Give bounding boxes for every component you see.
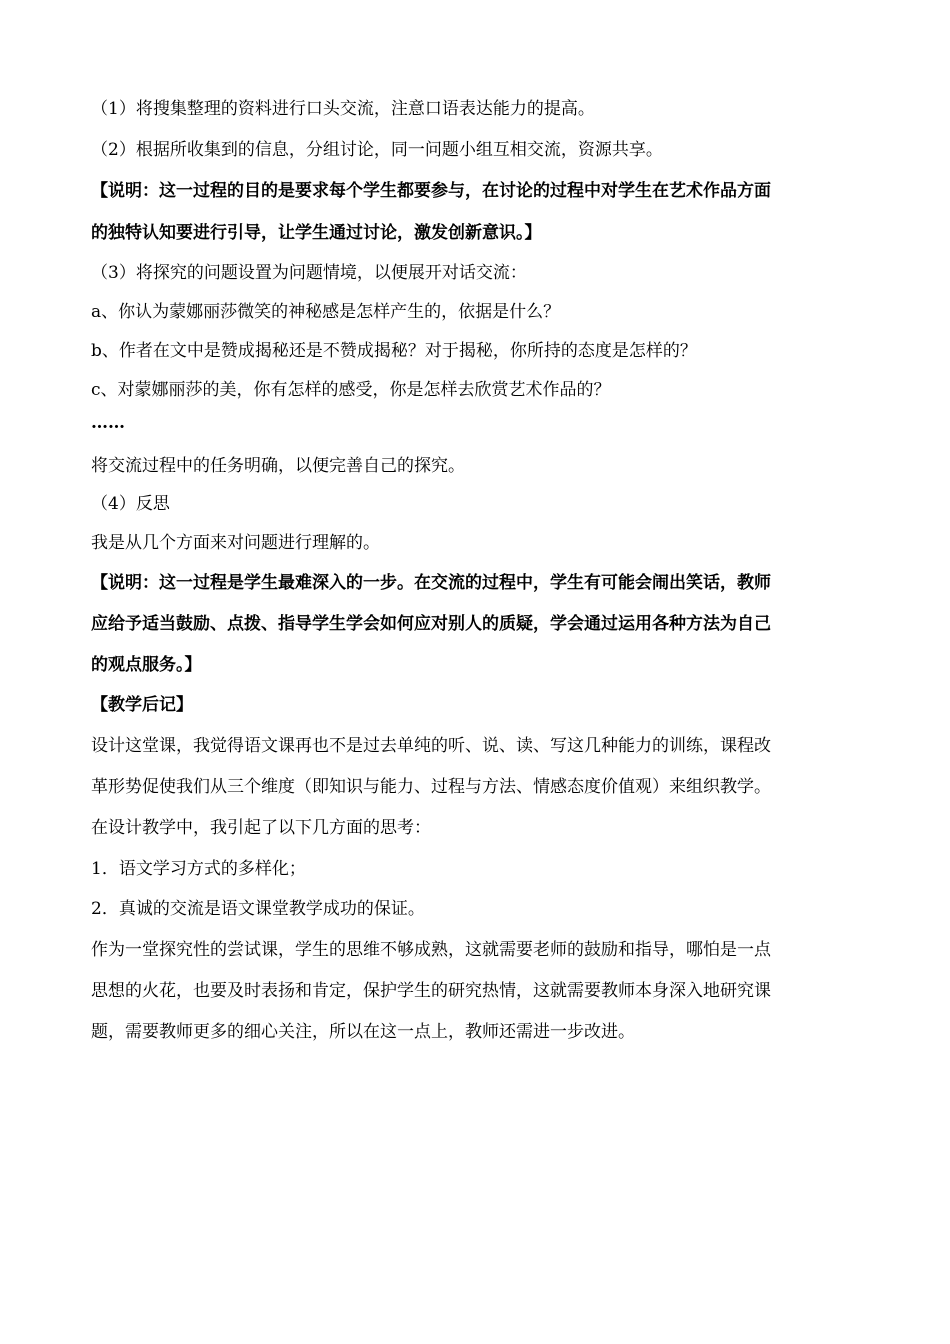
question-a: a、你认为蒙娜丽莎微笑的神秘感是怎样产生的，依据是什么？ [91, 302, 561, 322]
text-line-4: 将交流过程中的任务明确，以便完善自己的探究。 [91, 456, 465, 476]
ellipsis: …… [91, 413, 125, 433]
text-line-11: 思想的火花，也要及时表扬和肯定，保护学生的研究热情，这就需要教师本身深入地研究课 [91, 981, 771, 1001]
text-line-6: 我是从几个方面来对问题进行理解的。 [91, 533, 380, 553]
text-line-7: 设计这堂课，我觉得语文课再也不是过去单纯的听、说、读、写这几种能力的训练，课程改 [91, 736, 771, 756]
note-line-4: 应给予适当鼓励、点拨、指导学生学会如何应对别人的质疑，学会通过运用各种方法为自己 [91, 614, 771, 634]
text-line-8: 革形势促使我们从三个维度（即知识与能力、过程与方法、情感态度价值观）来组织教学。 [91, 777, 771, 797]
question-b: b、作者在文中是赞成揭秘还是不赞成揭秘？对于揭秘，你所持的态度是怎样的？ [91, 341, 697, 361]
section-heading: 【教学后记】 [91, 695, 193, 715]
note-line-2: 的独特认知要进行引导，让学生通过讨论，激发创新意识。】 [91, 223, 542, 243]
text-line-2: （2）根据所收集到的信息，分组讨论，同一问题小组互相交流，资源共享。 [91, 140, 663, 160]
note-line-1: 【说明：这一过程的目的是要求每个学生都要参与，在讨论的过程中对学生在艺术作品方面 [91, 181, 771, 201]
text-line-3: （3）将探究的问题设置为问题情境，以便展开对话交流： [91, 263, 527, 283]
list-item-1: 1．语文学习方式的多样化； [91, 859, 306, 879]
text-line-5: （4）反思 [91, 494, 170, 514]
note-line-5: 的观点服务。】 [91, 655, 202, 675]
list-item-2: 2．真诚的交流是语文课堂教学成功的保证。 [91, 899, 425, 919]
note-line-3: 【说明：这一过程是学生最难深入的一步。在交流的过程中，学生有可能会闹出笑话，教师 [91, 573, 771, 593]
text-line-1: （1）将搜集整理的资料进行口头交流，注意口语表达能力的提高。 [91, 99, 595, 119]
text-line-12: 题，需要教师更多的细心关注，所以在这一点上，教师还需进一步改进。 [91, 1022, 635, 1042]
text-line-10: 作为一堂探究性的尝试课，学生的思维不够成熟，这就需要老师的鼓励和指导，哪怕是一点 [91, 940, 771, 960]
question-c: c、对蒙娜丽莎的美，你有怎样的感受，你是怎样去欣赏艺术作品的？ [91, 380, 611, 400]
text-line-9: 在设计教学中，我引起了以下几方面的思考： [91, 818, 431, 838]
